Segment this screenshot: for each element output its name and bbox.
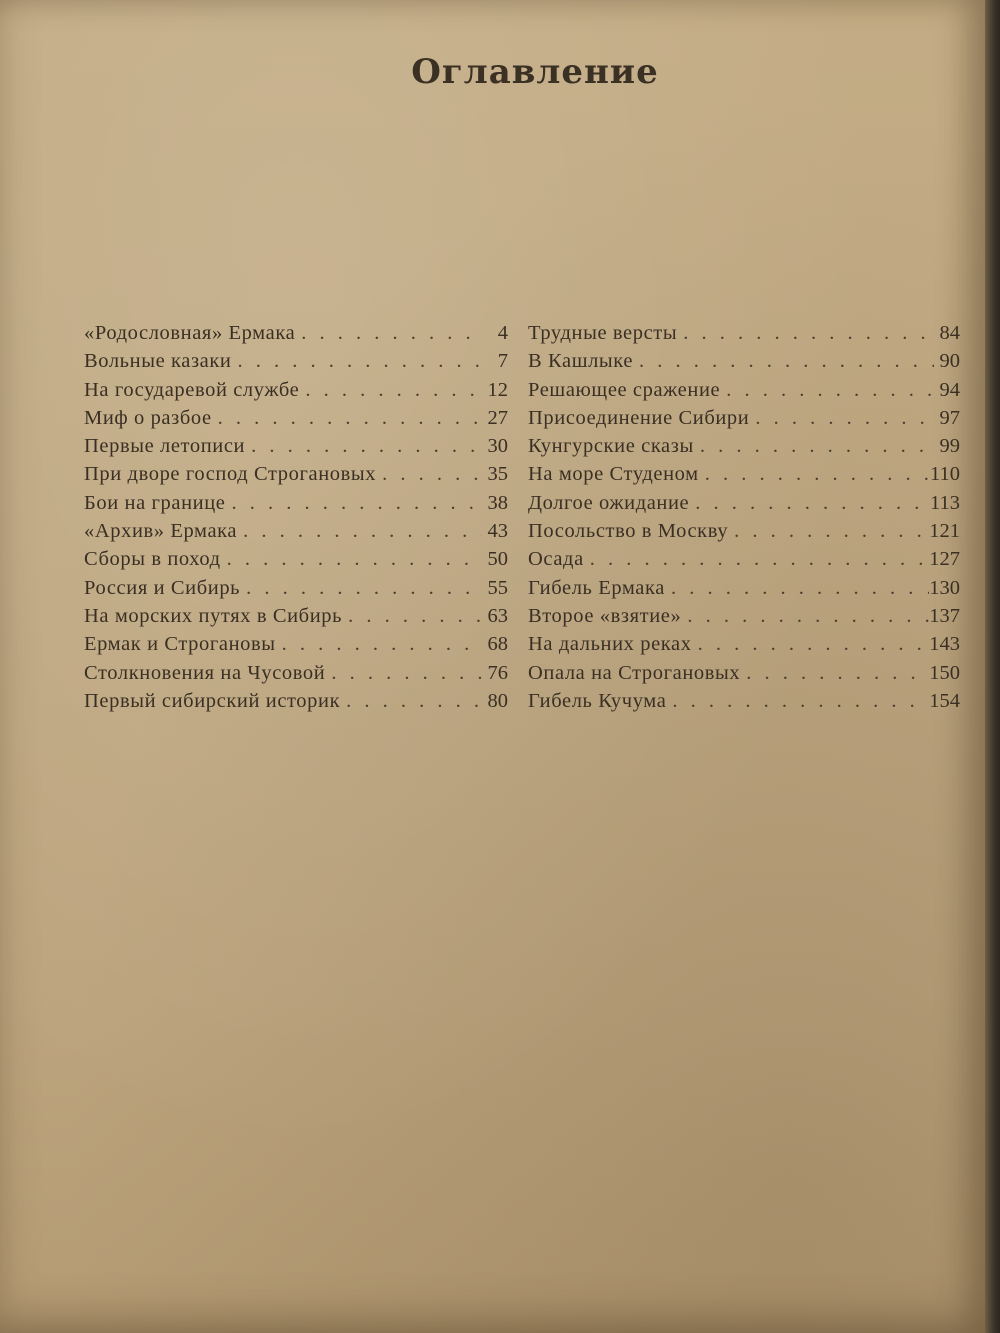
toc-entry xyxy=(528,633,960,661)
toc-entry xyxy=(528,379,960,407)
toc-entry-title: Первый сибирский историк xyxy=(84,689,341,712)
toc-entry-title: На дальних реках xyxy=(528,633,692,656)
toc-entry xyxy=(528,548,960,576)
toc-entry-title: Осада xyxy=(528,548,584,571)
toc-entry-title: Присоединение Сибири xyxy=(528,406,750,429)
toc-entry xyxy=(84,463,508,491)
toc-entry xyxy=(84,690,508,718)
toc-dot-leader xyxy=(694,435,934,458)
toc-entry-page-number: 7 xyxy=(497,350,508,373)
toc-column-left xyxy=(84,322,508,718)
toc-entry-page-number: 150 xyxy=(929,661,960,684)
toc-entry-page-number: 35 xyxy=(487,463,508,486)
toc-entry-page-number: 68 xyxy=(487,633,508,656)
toc-entry xyxy=(528,322,960,350)
toc-entry xyxy=(528,350,960,378)
toc-dot-leader xyxy=(584,548,929,571)
toc-entry-page-number: 127 xyxy=(929,548,960,571)
toc-entry-page-number: 97 xyxy=(939,406,960,429)
toc-dot-leader xyxy=(681,605,929,628)
toc-entry xyxy=(84,633,508,661)
toc-dot-leader xyxy=(666,690,929,713)
toc-entry-page-number: 94 xyxy=(939,378,960,401)
toc-dot-leader xyxy=(245,435,482,458)
toc-entry-page-number: 12 xyxy=(487,378,508,401)
toc-entry xyxy=(84,435,508,463)
toc-entry-title: Кунгурские сказы xyxy=(528,435,694,458)
toc-entry-title: Посольство в Москву xyxy=(528,520,729,543)
toc-dot-leader xyxy=(633,350,934,373)
toc-entry-page-number: 154 xyxy=(929,689,960,712)
toc-entry-title: Первые летописи xyxy=(84,435,246,458)
toc-entry-page-number: 121 xyxy=(929,520,960,543)
toc-dot-leader xyxy=(720,379,934,402)
toc-entry xyxy=(528,662,960,690)
toc-entry-title: Гибель Ермака xyxy=(528,576,665,599)
toc-entry-page-number: 50 xyxy=(487,548,508,571)
toc-dot-leader xyxy=(728,520,929,543)
toc-entry-title: Ермак и Строгановы xyxy=(84,633,276,656)
toc-entry-page-number: 90 xyxy=(939,350,960,373)
toc-entry-title: На морских путях в Сибирь xyxy=(84,604,343,627)
toc-entry xyxy=(84,492,508,520)
toc-entry-page-number: 137 xyxy=(929,604,960,627)
toc-column-right xyxy=(528,322,960,718)
page-title: Оглавление xyxy=(411,52,659,92)
toc-entry-page-number: 4 xyxy=(497,322,508,344)
toc-dot-leader xyxy=(231,350,482,373)
toc-entry-title: Столкновения на Чусовой xyxy=(84,661,326,684)
toc-entry-page-number: 110 xyxy=(930,463,960,486)
toc-entry-title: Трудные версты xyxy=(528,322,678,344)
toc-entry-title: Вольные казаки xyxy=(84,350,232,373)
toc-dot-leader xyxy=(276,633,482,656)
toc-dot-leader xyxy=(340,690,482,713)
toc-entry-page-number: 27 xyxy=(487,406,508,429)
toc-dot-leader xyxy=(689,492,930,515)
page-edge xyxy=(985,0,1000,1333)
toc-entry-title: Опала на Строгановых xyxy=(528,661,741,684)
toc-dot-leader xyxy=(749,407,934,430)
toc-entry-title: «Архив» Ермака xyxy=(84,520,238,543)
toc-entry xyxy=(84,605,508,633)
toc-entry-page-number: 38 xyxy=(487,491,508,514)
toc-entry-page-number: 80 xyxy=(487,689,508,712)
toc-entry-title: При дворе господ Строгановых xyxy=(84,463,377,486)
toc-dot-leader xyxy=(237,520,482,543)
toc-dot-leader xyxy=(665,577,929,600)
toc-entry xyxy=(84,577,508,605)
toc-entry-title: Миф о разбое xyxy=(84,406,212,429)
toc-entry-title: Россия и Сибирь xyxy=(84,576,241,599)
toc-entry xyxy=(84,322,508,350)
toc-dot-leader xyxy=(295,322,482,345)
toc-entry-page-number: 63 xyxy=(487,604,508,627)
toc-dot-leader xyxy=(221,548,482,571)
toc-entry-page-number: 143 xyxy=(929,633,960,656)
toc-entry-title: Решающее сражение xyxy=(528,378,721,401)
toc-dot-leader xyxy=(342,605,482,628)
toc-entry-page-number: 55 xyxy=(487,576,508,599)
toc-entry-title: Долгое ожидание xyxy=(528,491,690,514)
toc-entry-title: В Кашлыке xyxy=(528,350,634,373)
toc-entry-page-number: 30 xyxy=(487,435,508,458)
toc-entry-title: «Родословная» Ермака xyxy=(84,322,296,344)
toc-entry-title: Сборы в поход xyxy=(84,548,221,571)
toc-entry-page-number: 130 xyxy=(929,576,960,599)
toc-dot-leader xyxy=(240,577,482,600)
toc-entry xyxy=(84,407,508,435)
toc-entry xyxy=(528,463,960,491)
toc-entry xyxy=(528,605,960,633)
toc-dot-leader xyxy=(225,492,482,515)
toc-entry-page-number: 84 xyxy=(939,322,960,344)
toc-dot-leader xyxy=(299,379,482,402)
toc-entry xyxy=(528,577,960,605)
toc-entry xyxy=(528,520,960,548)
toc-entry-title: На море Студеном xyxy=(528,463,699,486)
toc-entry-title: Бои на границе xyxy=(84,491,226,514)
toc-entry xyxy=(528,407,960,435)
toc-entry xyxy=(528,435,960,463)
toc-dot-leader xyxy=(740,662,929,685)
toc-entry-page-number: 113 xyxy=(930,491,960,514)
toc-entry-page-number: 43 xyxy=(487,520,508,543)
toc-dot-leader xyxy=(699,463,930,486)
toc-dot-leader xyxy=(677,322,934,345)
toc-entry xyxy=(84,548,508,576)
toc-entry xyxy=(528,492,960,520)
toc-entry xyxy=(84,662,508,690)
toc-entry-title: Второе «взятие» xyxy=(528,604,682,627)
toc-entry xyxy=(84,350,508,378)
toc-dot-leader xyxy=(692,633,930,656)
toc-dot-leader xyxy=(325,662,482,685)
toc-entry-title: Гибель Кучума xyxy=(528,689,667,712)
toc-entry xyxy=(84,379,508,407)
toc-dot-leader xyxy=(212,407,482,430)
toc-entry xyxy=(528,690,960,718)
toc-entry-page-number: 99 xyxy=(939,435,960,458)
toc-dot-leader xyxy=(376,463,482,486)
toc-entry-page-number: 76 xyxy=(487,661,508,684)
toc-entry xyxy=(84,520,508,548)
toc-entry-title: На государевой службе xyxy=(84,378,300,401)
